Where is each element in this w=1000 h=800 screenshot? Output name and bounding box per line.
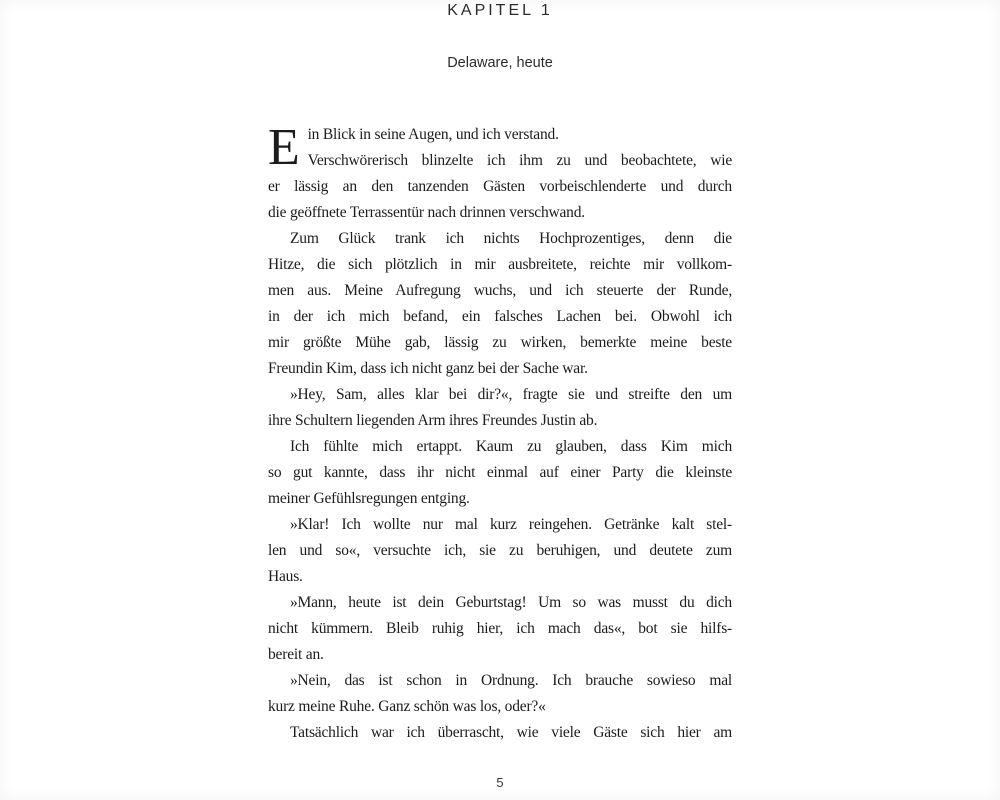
paragraph [268,119,732,226]
text-line: kurz meine Ruhe. Ganz schön was los, oder?« [268,698,546,715]
paragraph [268,434,732,512]
text-line: Freundin Kim, dass ich nicht ganz bei der Sache war. [268,360,588,377]
text-line: Hitze, die sich plötzlich in mir ausbreitete, reichte mir vollkom- [268,256,732,273]
text-line: ihre Schultern liegenden Arm ihres Freundes Justin ab. [268,412,598,429]
text-line: die geöffnete Terrassentür nach drinnen verschwand. [268,204,585,221]
text-line: meiner Gefühlsregungen entging. [268,490,470,507]
text-line: »Nein, das ist schon in Ordnung. Ich brauche sowieso mal [290,672,732,689]
paragraph [268,590,732,668]
body-text [268,119,732,746]
text-line: len und so«, versuchte ich, sie zu beruhigen, und deutete zum [268,542,732,559]
drop-cap: E [268,119,300,176]
paragraph [268,382,732,434]
text-line: »Hey, Sam, alles klar bei dir?«, fragte sie und streifte den um [290,386,732,403]
paragraph [268,668,732,720]
text-line: er lässig an den tanzenden Gästen vorbeischlenderte und durch [268,178,732,195]
paragraph [268,226,732,382]
chapter-subtitle: Delaware, heute [447,55,553,71]
text-line: Ich fühlte mich ertappt. Kaum zu glauben, dass Kim mich [290,438,732,455]
text-line: Verschwörerisch blinzelte ich ihm zu und beobachtete, wie [307,152,732,169]
text-line: »Mann, heute ist dein Geburtstag! Um so was musst du dich [290,594,732,611]
text-line: in der ich mich befand, ein falsches Lachen bei. Obwohl ich [268,308,732,325]
text-line: »Klar! Ich wollte nur mal kurz reingehen. Getränke kalt stel- [290,516,732,533]
paragraph [268,512,732,590]
text-line: in Blick in seine Augen, und ich verstand. [307,126,559,143]
chapter-title: KAPITEL 1 [447,2,553,19]
text-line: so gut kannte, dass ihr nicht einmal auf einer Party die kleinste [268,464,732,481]
text-line: Zum Glück trank ich nichts Hochprozentiges, denn die [290,230,732,247]
text-line: bereit an. [268,646,324,663]
text-line: men aus. Meine Aufregung wuchs, und ich steuerte der Runde, [268,282,732,299]
text-line: Haus. [268,568,303,585]
page-number: 5 [496,775,504,790]
text-line: mir größte Mühe gab, lässig zu wirken, bemerkte meine beste [268,334,732,351]
paragraph [268,720,732,746]
text-line: nicht kümmern. Bleib ruhig hier, ich mach das«, bot sie hilfs- [268,620,732,637]
text-line: Tatsächlich war ich überrascht, wie viele Gäste sich hier am [290,724,732,741]
